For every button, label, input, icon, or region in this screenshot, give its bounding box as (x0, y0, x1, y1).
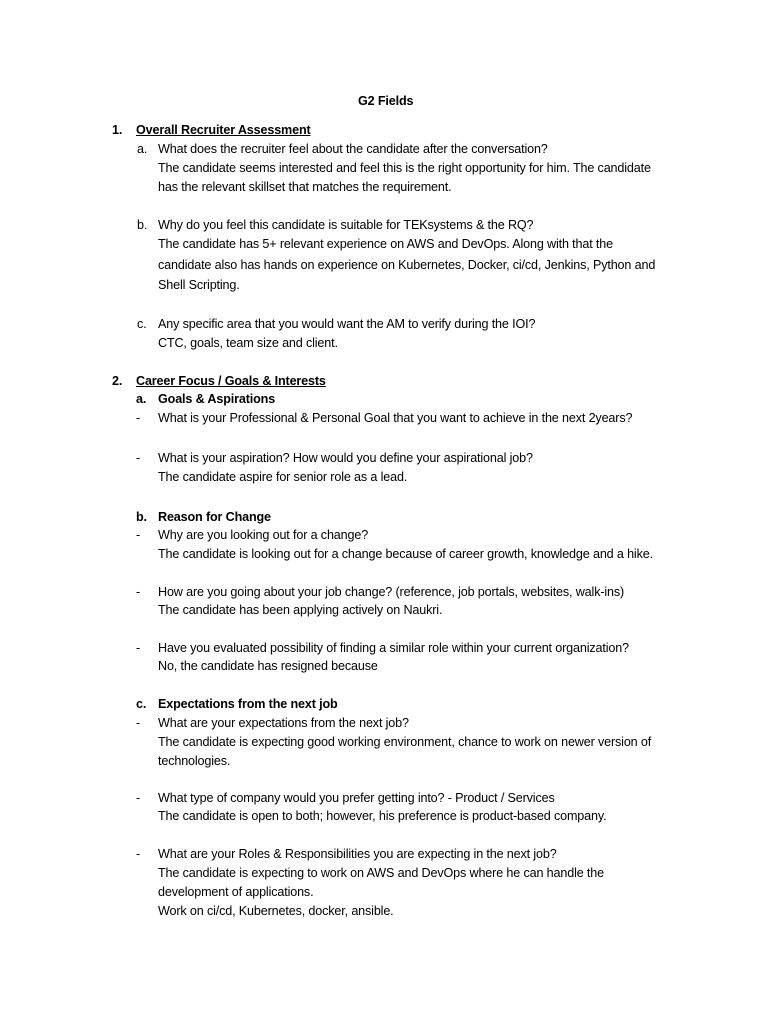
item-2b-question-1: Why are you looking out for a change? (158, 528, 369, 542)
page-title: G2 Fields (358, 94, 414, 108)
item-1a-marker: a. (137, 142, 148, 156)
item-2a-question-2: What is your aspiration? How would you define your aspirational job? (158, 451, 533, 465)
item-2b-question-2: How are you going about your job change? (reference, job portals, websites, walk-ins) (158, 585, 625, 599)
subsection-2a-heading: Goals & Aspirations (158, 392, 276, 406)
item-1a-question: What does the recruiter feel about the candidate after the conversation? (158, 142, 548, 156)
item-1c-question: Any specific area that you would want the AM to verify during the IOI? (158, 317, 536, 331)
item-1a-answer-line1: The candidate seems interested and feel this is the right opportunity for him. The candidate (158, 161, 651, 175)
item-1b-answer-line3: Shell Scripting. (158, 278, 240, 292)
section-2-heading: Career Focus / Goals & Interests (136, 374, 326, 388)
item-1c-answer-line1: CTC, goals, team size and client. (158, 336, 338, 350)
item-2a-answer-2: The candidate aspire for senior role as a lead. (158, 470, 408, 484)
subsection-2a-marker: a. (136, 392, 147, 406)
section-1-heading: Overall Recruiter Assessment (136, 123, 311, 137)
subsection-2b-marker: b. (136, 510, 147, 524)
item-2b-answer-2: The candidate has been applying actively on Naukri. (158, 603, 443, 617)
item-2c-answer-3-line1: The candidate is expecting to work on AWS and DevOps where he can handle the (158, 866, 604, 880)
item-2c-answer-1-line1: The candidate is expecting good working environment, chance to work on newer version of (158, 735, 652, 749)
item-1b-marker: b. (137, 218, 148, 232)
bullet-dash: - (136, 716, 141, 730)
item-1a-answer-line2: has the relevant skillset that matches the requirement. (158, 180, 452, 194)
item-1c-marker: c. (137, 317, 147, 331)
bullet-dash: - (136, 847, 141, 861)
item-2b-answer-1: The candidate is looking out for a change because of career growth, knowledge and a hike. (158, 547, 653, 561)
item-2c-answer-3-line2: development of applications. (158, 885, 314, 899)
bullet-dash: - (136, 451, 141, 465)
item-2b-question-3: Have you evaluated possibility of finding a similar role within your current organization? (158, 641, 629, 655)
section-1-number: 1. (112, 123, 123, 137)
item-1b-question: Why do you feel this candidate is suitable for TEKsystems & the RQ? (158, 218, 534, 232)
bullet-dash: - (136, 641, 141, 655)
section-2-number: 2. (112, 374, 123, 388)
subsection-2b-heading: Reason for Change (158, 510, 271, 524)
item-2c-answer-2: The candidate is open to both; however, his preference is product-based company. (158, 809, 607, 823)
bullet-dash: - (136, 411, 141, 425)
item-2b-answer-3: No, the candidate has resigned because (158, 659, 378, 673)
item-2c-answer-1-line2: technologies. (158, 754, 231, 768)
item-2c-question-3: What are your Roles & Responsibilities you are expecting in the next job? (158, 847, 557, 861)
item-2c-answer-3-line3: Work on ci/cd, Kubernetes, docker, ansible. (158, 904, 394, 918)
item-1b-answer-line2: candidate also has hands on experience on Kubernetes, Docker, ci/cd, Jenkins, Python and (158, 258, 656, 272)
item-1b-answer-line1: The candidate has 5+ relevant experience on AWS and DevOps. Along with that the (158, 237, 613, 251)
item-2c-question-2: What type of company would you prefer getting into? - Product / Services (158, 791, 555, 805)
item-2a-question-1: What is your Professional & Personal Goal that you want to achieve in the next 2years? (158, 411, 633, 425)
subsection-2c-marker: c. (136, 697, 147, 711)
bullet-dash: - (136, 528, 141, 542)
subsection-2c-heading: Expectations from the next job (158, 697, 338, 711)
bullet-dash: - (136, 791, 141, 805)
item-2c-question-1: What are your expectations from the next job? (158, 716, 409, 730)
bullet-dash: - (136, 585, 141, 599)
